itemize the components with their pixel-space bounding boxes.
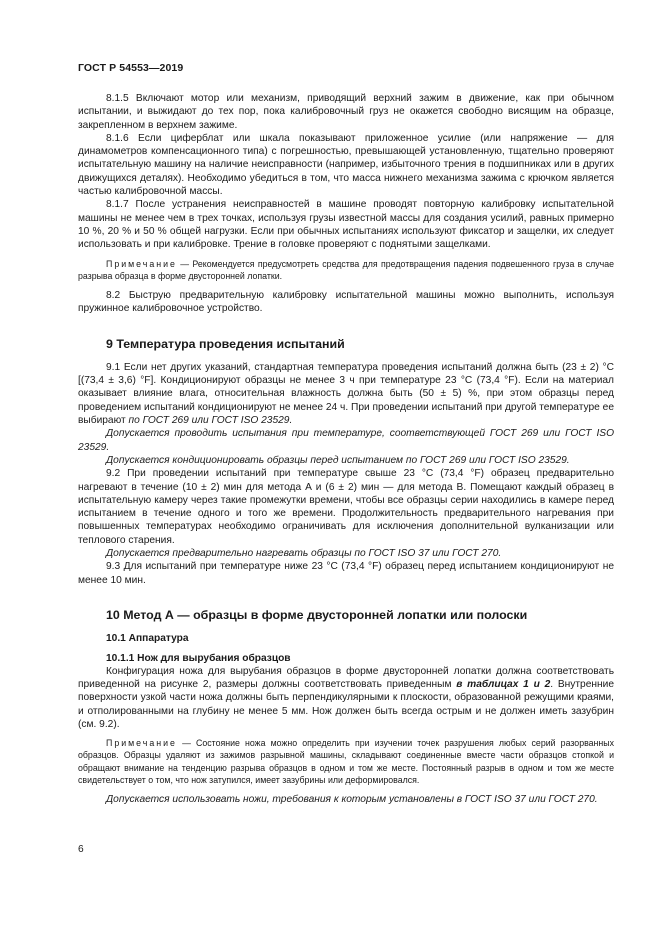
- paragraph-10-1-1-italic: Допускается использовать ножи, требования к которым установлены в ГОСТ ISO 37 или ГОСТ 270.: [106, 794, 598, 806]
- note-2: [78, 737, 614, 786]
- paragraph-10-1-1-a: Конфигурация ножа для вырубания образцов в форме двусторонней лопатки должна соответствовать приведенной на рисунке 2, размеры должны соответствовать приведенным: [78, 665, 614, 691]
- paragraph-9-2: 9.2 При проведении испытаний при температуре свыше 23 °С (73,4 °F) образец предварительно нагревают в течение (10 ± 2) мин для метода А и (6 ± 2) мин — для метода В. Помещают каждый образец в испытательную камеру через такие промежутки времени, чтобы все образцы серии находились в камере перед испытанием в течение одного и того же времени. Продолжительность предварительного нагревания при повышенных температурах необходимо ограничивать для исключения дополнительной вулканизации или теплового старения.: [78, 468, 614, 546]
- paragraph-9-1-italic-1: Допускается проводить испытания при температуре, соответствующей ГОСТ 269 или ГОСТ ISO 23529.: [78, 428, 614, 453]
- paragraph-10-1-1: [78, 665, 614, 731]
- section-10-1-1-title: 10.1.1 Нож для вырубания образцов: [106, 652, 291, 664]
- note-1-text: — Рекомендуется предусмотреть средства для предотвращения падения подвешенного груза в случае разрыва образца в форме двусторонней лопатки.: [78, 258, 614, 281]
- document-body: [78, 92, 614, 806]
- paragraph-9-1-text: 9.1 Если нет других указаний, стандартная температура проведения испытаний должна быть (23 ± 2) °С [(73,4 ± 3,6) °F]. Кондиционируют образцы не менее 3 ч при температуре 23 °С (73,4 °F). Если на материал оказывает влияние влага, относительная влажность должна быть (50 ± 5) %, при этом образцы перед проведением испытаний кондиционируют не менее 24 ч. При проведении испытаний при другой температуре ее выбирают: [78, 361, 614, 427]
- note-label-2: Примечание: [106, 738, 177, 749]
- paragraph-8-2: 8.2 Быструю предварительную калибровку испытательной машины можно выполнить, используя пружинное калибровочное устройство.: [78, 289, 614, 315]
- tables-reference: в таблицах 1 и 2: [456, 679, 551, 691]
- section-9-title: 9 Температура проведения испытаний: [106, 336, 345, 351]
- paragraph-10-1-1-b: . Внутренние поверхности узкой части ножа должны быть перпендикулярными к плоскости, образованной режущими краями, и отполированными на глубину не менее 5 мм. Нож должен быть всегда острым и не должен иметь зазубрин (см. 9.2).: [78, 679, 614, 730]
- document-header: ГОСТ Р 54553—2019: [78, 62, 184, 74]
- paragraph-9-1: [78, 361, 614, 427]
- paragraph-9-2-italic: Допускается предварительно нагревать образцы по ГОСТ ISO 37 или ГОСТ 270.: [106, 548, 502, 560]
- section-10-1-title: 10.1 Аппаратура: [106, 633, 189, 645]
- page-number: 6: [78, 844, 84, 855]
- paragraph-8-1-6: 8.1.6 Если циферблат или шкала показывают приложенное усилие (или напряжение — для динамометров компенсационного типа) с погрешностью, превышающей установленную, тщательно проверяют испытательную машину на наличие неисправности (например, избыточного трения в подшипниках или в других движущихся деталях). Необходимо убедиться в том, что масса нижнего механизма зажима с крючком является частью калибровочной массы.: [78, 132, 614, 198]
- paragraph-9-1-ref: по ГОСТ 269 или ГОСТ ISO 23529.: [128, 415, 293, 427]
- paragraph-8-1-7: 8.1.7 После устранения неисправностей в машине проводят повторную калибровку испытательной машины не менее чем в трех точках, используя грузы известной массы для создания усилий, равных примерно 10 %, 20 % и 50 % общей нагрузки. Если при обычных испытаниях используют фиксатор и защелки, их следует использовать и при калибровке. Трение в головке проверяют с поднятыми защелками.: [78, 199, 614, 251]
- paragraph-8-1-5: 8.1.5 Включают мотор или механизм, приводящий верхний зажим в движение, как при обычном испытании, и выжидают до тех пор, пока калибровочный груз не окажется свободно висящим на образце, закрепленном в верхнем зажиме.: [78, 93, 614, 131]
- section-10-title: 10 Метод А — образцы в форме двусторонней лопатки или полоски: [106, 607, 528, 622]
- note-1: [78, 258, 614, 282]
- note-2-text: — Состояние ножа можно определить при изучении точек разрушения любых серий разорванных образцов. Образцы удаляют из зажимов разрывной машины, складывают соединенные вместе части образцов стопкой и обращают внимание на тенденцию разрыва образцов в одном и том же месте. Постоянный разрыв в одном и том же месте свидетельствует о том, что нож затупился, имеет зазубрины или деформировался.: [78, 738, 614, 785]
- paragraph-9-1-italic-2: Допускается кондиционировать образцы перед испытанием по ГОСТ 269 или ГОСТ ISO 23529.: [106, 454, 570, 466]
- note-label: Примечание: [106, 258, 177, 269]
- paragraph-9-3: 9.3 Для испытаний при температуре ниже 23 °С (73,4 °F) образец перед испытанием кондиционируют не менее 10 мин.: [78, 561, 614, 586]
